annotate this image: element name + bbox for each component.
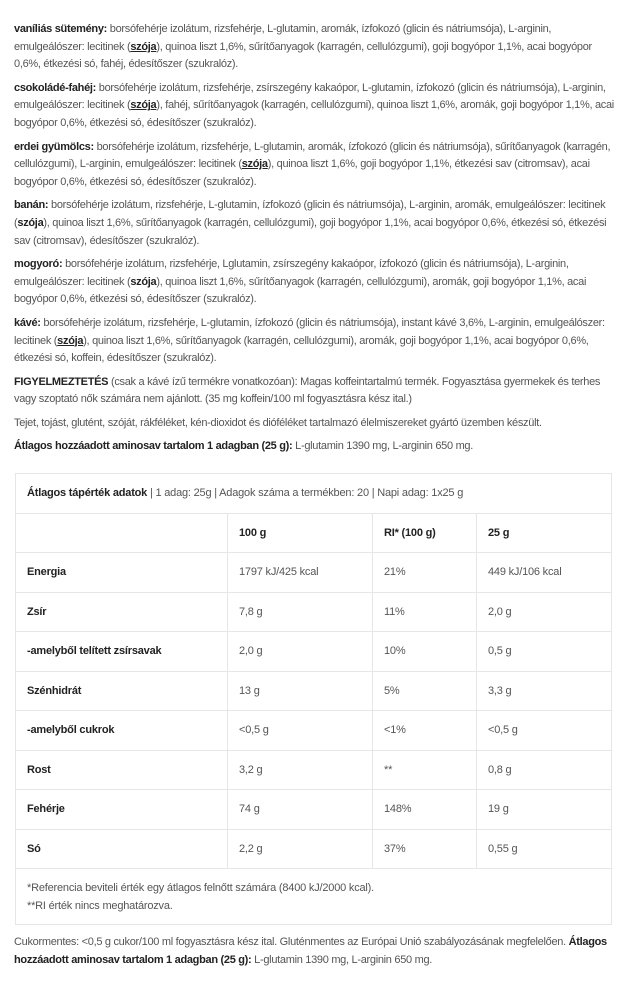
- bottom-text: Cukormentes: <0,5 g cukor/100 ml fogyasztásra kész ital. Gluténmentes az Európai Unió szabályozásának megfelelően.: [14, 936, 569, 948]
- nutrient-value: <1%: [373, 711, 477, 751]
- nutrient-value: 0,55 g: [477, 829, 612, 869]
- nutrition-row: [16, 592, 612, 632]
- allergen-soy: szója: [130, 99, 157, 112]
- allergen-soy: szója: [130, 40, 157, 53]
- nutrition-row: [16, 750, 612, 790]
- nutrient-value: 2,0 g: [477, 592, 612, 632]
- nutrient-name: Szénhidrát: [16, 671, 228, 711]
- nutrition-header-row: [16, 513, 612, 553]
- column-header: 100 g: [228, 513, 373, 553]
- nutrient-value: 10%: [373, 632, 477, 672]
- nutrient-value: 3,3 g: [477, 671, 612, 711]
- nutrient-value: 7,8 g: [228, 592, 373, 632]
- warning-paragraph: [14, 374, 614, 409]
- footnote-cell: [16, 869, 612, 925]
- nutrient-value: 19 g: [477, 790, 612, 830]
- nutrient-value: <0,5 g: [477, 711, 612, 751]
- ingredient-paragraph: [14, 197, 614, 250]
- ingredient-text: borsófehérje izolátum, rizsfehérje, L-glutamin, ízfokozó (glicin és nátriumsója), instant kávé 3,6%, L-arginin, emulgeálószer: lecitinek (: [14, 316, 605, 347]
- column-header: [16, 513, 228, 553]
- ingredient-text: borsófehérje izolátum, rizsfehérje, L-glutamin, ízfokozó (glicin és nátriumsója), L-arginin, aromák, emulgeálószer: lecitinek (: [14, 199, 606, 229]
- ingredient-text: ), quinoa liszt 1,6%, goji bogyópor 1,1%, étkezési sav (citromsav), acai bogyópor 0,6%, étkezési só, édesítőszer (szukralóz).: [14, 158, 590, 188]
- nutrient-value: 2,2 g: [228, 829, 373, 869]
- footnote: *Referencia beviteli érték egy átlagos felnőtt számára (8400 kJ/2000 kcal).: [27, 881, 374, 894]
- ingredient-text: ), fahéj, sűrítőanyagok (karragén, cellulózgumi), quinoa liszt 1,6%, aromák, goji bogyópor 1,1%, acai bogyópor 0,6%, étkezési só, édesítőszer (szukralóz).: [14, 99, 614, 129]
- nutrient-value: 148%: [373, 790, 477, 830]
- nutrient-name: -amelyből cukrok: [16, 711, 228, 751]
- bottom-amino-text: L-glutamin 1390 mg, L-arginin 650 mg.: [251, 953, 433, 966]
- ingredient-paragraph: [14, 139, 614, 192]
- ingredient-paragraph: [14, 80, 614, 133]
- nutrient-name: Só: [16, 829, 228, 869]
- nutrient-value: 13 g: [228, 671, 373, 711]
- amino-label: Átlagos hozzáadott aminosav tartalom 1 adagban (25 g):: [14, 440, 293, 453]
- nutrition-table: [15, 473, 612, 925]
- allergen-paragraph: Tejet, tojást, glutént, szóját, rákféléket, kén-dioxidot és dióféléket tartalmazó élelmiszereket gyártó üzemben készült.: [14, 416, 542, 429]
- nutrition-title-row: [16, 474, 612, 514]
- column-header: 25 g: [477, 513, 612, 553]
- amino-text: L-glutamin 1390 mg, L-arginin 650 mg.: [292, 440, 474, 453]
- flavor-label: banán:: [14, 199, 49, 212]
- allergen-soy: szója: [57, 334, 84, 347]
- nutrient-name: Energia: [16, 553, 228, 593]
- nutrient-value: 11%: [373, 592, 477, 632]
- ingredient-text: borsófehérje izolátum, rizsfehérje, L-glutamin, aromák, ízfokozó (glicin és nátriumsója), L-arginin, emulgeálószer: lecitinek (: [14, 23, 552, 53]
- column-header: RI* (100 g): [373, 513, 477, 553]
- ingredient-text: borsófehérje izolátum, rizsfehérje, L-glutamin, aromák, ízfokozó (glicin és nátriumsója), sűrítőanyagok (karragén, cellulózgumi), L-arginin, emulgeálószer: lecitinek (: [14, 140, 611, 171]
- ingredients-list: [14, 21, 614, 368]
- nutrient-name: -amelyből telített zsírsavak: [16, 632, 228, 672]
- nutrition-title-cell: [16, 474, 612, 514]
- warning-label: FIGYELMEZTETÉS: [14, 375, 109, 388]
- flavor-label: kávé:: [14, 316, 41, 329]
- nutrition-row: [16, 671, 612, 711]
- amino-paragraph: [14, 438, 614, 456]
- ingredient-paragraph: [14, 256, 614, 309]
- nutrition-subtitle: | 1 adag: 25g | Adagok száma a termékben: 20 | Napi adag: 1x25 g: [147, 487, 464, 500]
- flavor-label: vaníliás sütemény:: [14, 23, 108, 35]
- flavor-label: csokoládé-fahéj:: [14, 81, 97, 94]
- nutrition-row: [16, 790, 612, 830]
- nutrition-row: [16, 711, 612, 751]
- ingredient-paragraph: [14, 21, 614, 74]
- flavor-label: erdei gyümölcs:: [14, 140, 94, 153]
- allergen-soy: szója: [130, 275, 157, 288]
- flavor-label: mogyoró:: [14, 258, 63, 271]
- nutrient-name: Fehérje: [16, 790, 228, 830]
- ingredient-text: ), quinoa liszt 1,6%, sűrítőanyagok (karragén, cellulózgumi), aromák, goji bogyópor 1,1%, acai bogyópor 0,6%, étkezési só, édesítőszer (szukralóz).: [14, 275, 587, 306]
- allergen-soy: szója: [241, 158, 268, 171]
- ingredient-text: borsófehérje izolátum, rizsfehérje, Lglutamin, zsírszegény kakaópor, ízfokozó (glicin és nátriumsója), L-arginin, emulgeálószer: lecitinek (: [14, 258, 569, 288]
- nutrient-value: 3,2 g: [228, 750, 373, 790]
- footnote-row: [16, 869, 612, 925]
- nutrition-row: [16, 553, 612, 593]
- allergen-soy: szója: [17, 216, 44, 229]
- nutrient-name: Zsír: [16, 592, 228, 632]
- footnote: **RI érték nincs meghatározva.: [27, 899, 173, 912]
- nutrient-name: Rost: [16, 750, 228, 790]
- nutrition-title: Átlagos tápérték adatok: [27, 487, 148, 500]
- nutrient-value: <0,5 g: [228, 711, 373, 751]
- nutrient-value: 1797 kJ/425 kcal: [228, 553, 373, 593]
- nutrition-row: [16, 632, 612, 672]
- nutrition-row: [16, 829, 612, 869]
- ingredient-text: ), quinoa liszt 1,6%, sűrítőanyagok (karragén, cellulózgumi), goji bogyópor 1,1%, acai bogyópor 0,6%, étkezési só, fahéj, édesítőszer (szukralóz).: [14, 40, 592, 71]
- nutrient-value: 37%: [373, 829, 477, 869]
- nutrient-value: 0,8 g: [477, 750, 612, 790]
- bottom-note: [14, 934, 614, 969]
- nutrient-value: 449 kJ/106 kcal: [477, 553, 612, 593]
- nutrient-value: 0,5 g: [477, 632, 612, 672]
- ingredient-text: ), quinoa liszt 1,6%, sűrítőanyagok (karragén, cellulózgumi), aromák, goji bogyópor 1,1%, acai bogyópor 0,6%, étkezési só, koffein, édesítőszer (szukralóz).: [14, 334, 589, 365]
- nutrient-value: 21%: [373, 553, 477, 593]
- nutrient-value: 74 g: [228, 790, 373, 830]
- bottom-amino-label: Átlagos hozzáadott aminosav tartalom 1 adagban (25 g):: [14, 936, 607, 966]
- product-description: [14, 21, 614, 462]
- nutrient-value: 2,0 g: [228, 632, 373, 672]
- nutrient-value: 5%: [373, 671, 477, 711]
- ingredient-paragraph: [14, 315, 614, 368]
- ingredient-text: ), quinoa liszt 1,6%, sűrítőanyagok (karragén, cellulózgumi), goji bogyópor 1,1%, acai bogyópor 0,6%, étkezési só, étkezési sav (citromsav), édesítőszer (szukralóz).: [14, 216, 607, 247]
- nutrient-value: **: [373, 750, 477, 790]
- ingredient-text: borsófehérje izolátum, rizsfehérje, zsírszegény kakaópor, L-glutamin, ízfokozó (glicin és nátriumsója), L-arginin, emulgeálószer: lecitinek (: [14, 81, 606, 112]
- warning-text: (csak a kávé ízű termékre vonatkozóan): Magas koffeintartalmú termék. Fogyasztása gyermekek és terhes vagy szoptató nők számára nem ajánlott. (35 mg koffein/100 ml fogyasztásra kész ital.): [14, 375, 601, 406]
